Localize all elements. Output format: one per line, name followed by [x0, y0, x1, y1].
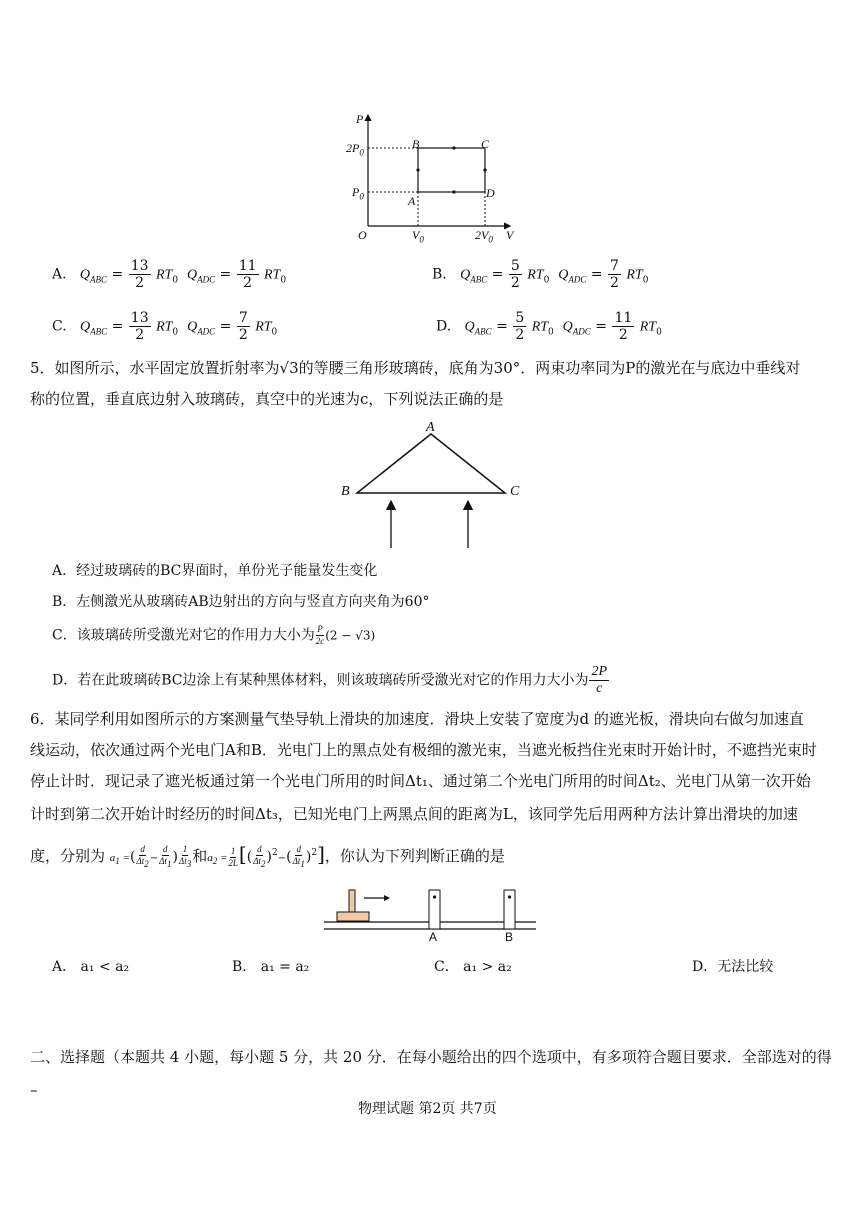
q6-option-b[interactable]: B． a₁ = a₂ [232, 959, 310, 975]
dot-ab [416, 168, 419, 171]
q6-stem-line3: 停止计时．现记录了遮光板通过第一个光电门所用的时间Δt₁、通过第二个光电门所用的时间Δt₂、光电门从第一次开始 [30, 772, 811, 790]
tick-v0: $V_0$ [412, 228, 424, 245]
q5-option-b[interactable]: B．左侧激光从玻璃砖AB边射出的方向与竖直方向夹角为60° [52, 594, 430, 610]
q6-option-a[interactable]: A． a₁ < a₂ [52, 959, 130, 975]
section2-heading: 二、选择题（本题共 4 小题，每小题 5 分，共 20 分．在每小题给出的四个选项中，有多项符合题目要求．全部选对的得 [30, 1048, 832, 1066]
p-axis-label: P [356, 112, 364, 126]
cycle-rectangle [418, 148, 485, 192]
origin-label: O [358, 228, 367, 242]
q6-stem-line2: 线运动，依次通过两个光电门A和B．光电门上的黑点处有极细的激光束，当遮光板挡住光束时开始计时，不遮挡光束时 [30, 741, 817, 759]
q5-stem-line1: 5．如图所示，水平固定放置折射率为√3的等腰三角形玻璃砖，底角为30°．两束功率同为P的激光在与底边中垂线对 [30, 359, 801, 377]
dot-bc [452, 146, 455, 149]
pv-diagram-svg [350, 110, 525, 245]
q5-option-a[interactable]: A．经过玻璃砖的BC界面时，单份光子能量发生变化 [52, 563, 378, 579]
point-c-label: C [481, 137, 490, 151]
q4-option-d[interactable]: D. $Q_{ABC}$ = $\frac{5}{2}$ $RT_0$ $Q_{ADC}$ = $\frac{11}{2}$ $RT_0$ [436, 310, 662, 343]
point-d-label: D [486, 186, 495, 200]
q4-option-a[interactable]: A. $Q_{ABC}$ = $\frac{13}{2}$ $RT_0$ $Q_{ADC}$ = $\frac{11}{2}$ $RT_0$ [52, 258, 287, 291]
vertex-b-label: B [341, 484, 350, 499]
glass-triangle [357, 434, 505, 493]
v-axis-label: V [506, 228, 514, 242]
q6-option-d[interactable]: D．无法比较 [692, 959, 774, 975]
q6-stem-line4: 计时到第二次开始计时经历的时间Δt₃，已知光电门上两黑点间的距离为L，该同学先后用两种方法计算出滑块的加速 [30, 805, 798, 823]
dot-cd [483, 168, 486, 171]
slider-block [337, 912, 369, 921]
gate-b-label: B [505, 930, 514, 944]
q4-option-c[interactable]: C. $Q_{ABC}$ = $\frac{13}{2}$ $RT_0$ $Q_{ADC}$ = $\frac{7}{2}$ $RT_0$ [52, 310, 278, 343]
section2-continuation: – [30, 1081, 38, 1099]
tick-p0: $P_0$ [352, 185, 364, 202]
q5-option-c[interactable]: C．该玻璃砖所受激光对它的作用力大小为 $\frac{P}{2c}$ (2 − √3) [52, 624, 376, 646]
q5-option-d[interactable]: D．若在此玻璃砖BC边涂上有某种黑体材料，则该玻璃砖所受激光对它的作用力大小为 $\frac{2P}{c}$ [52, 664, 608, 696]
point-a-label: A [408, 194, 416, 208]
page-footer: 物理试题 第2页 共7页 [358, 1101, 497, 1117]
q6-stem-line5: 度，分别为 $a_1$ =( $\frac{d}{\Delta t_2}$ − $\frac{d}{\Delta t_1}$ ) $\frac{1}{\Delta t_3}$ 和$a_2$ = $\frac{1}{2L}$ [( $\frac{d}{\Delta t_2}$ )$^2$−( $\frac{d}{\Delta t_1}$ )$^2$]，你认为下列判断正确的是 [30, 842, 505, 869]
prism-svg [335, 418, 535, 553]
pv-diagram [346, 110, 525, 245]
air-track-diagram [318, 884, 543, 946]
q4-option-b[interactable]: B. $Q_{ABC}$ = $\frac{5}{2}$ $RT_0$ $Q_{ADC}$ = $\frac{7}{2}$ $RT_0$ [432, 258, 649, 291]
vertex-c-label: C [510, 484, 520, 499]
vertex-a-label: A [426, 420, 435, 435]
tick-2v0: $2V_0$ [475, 228, 493, 245]
q6-stem-line1: 6．某同学利用如图所示的方案测量气垫导轨上滑块的加速度．滑块上安装了宽度为d 的遮光板，滑块向右做匀加速直 [30, 710, 804, 728]
point-b-label: B [412, 137, 420, 151]
dot-ad [452, 190, 455, 193]
gate-a-label: A [429, 930, 438, 944]
q5-stem-line2: 称的位置，垂直底边射入玻璃砖，真空中的光速为c，下列说法正确的是 [30, 390, 504, 408]
prism-diagram [335, 418, 535, 553]
q6-option-c[interactable]: C． a₁ > a₂ [434, 959, 512, 975]
tick-2p0: $2P_0$ [346, 141, 364, 158]
